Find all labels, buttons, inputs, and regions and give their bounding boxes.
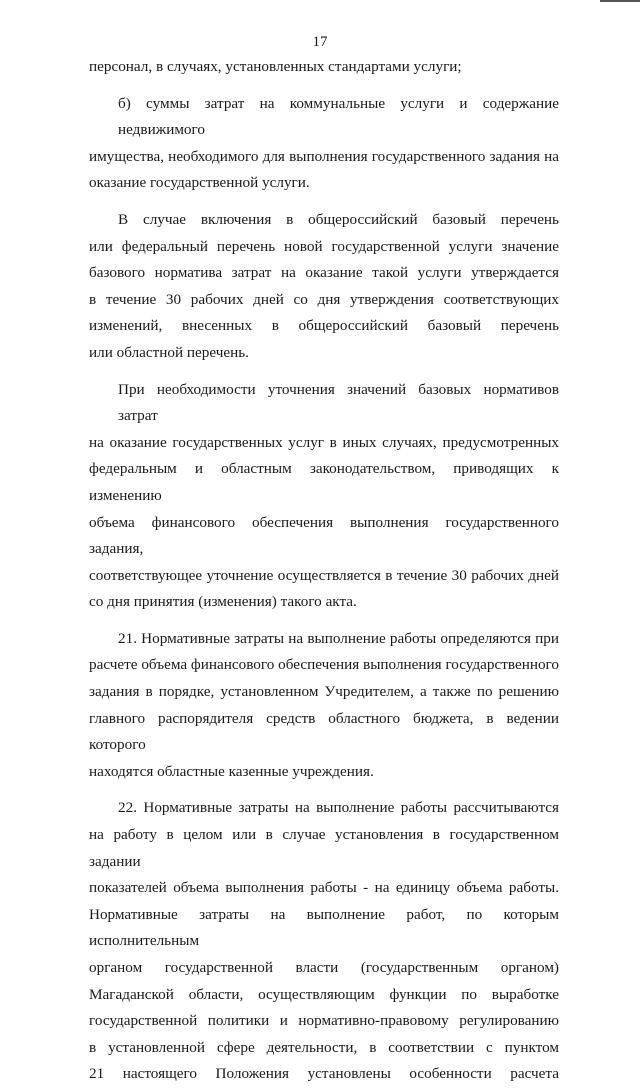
paragraph-new-service	[89, 207, 559, 367]
paragraph-refinement	[89, 377, 559, 616]
paragraph-clause-21	[89, 626, 559, 786]
text-line: со дня принятия (изменения) такого акта.	[89, 593, 357, 611]
text-line: или федеральный перечень новой государственной услуги значение	[89, 237, 559, 255]
text-line: 22. Нормативные затраты на выполнение работы рассчитываются	[118, 799, 559, 817]
text-line: 21 настоящего Положения установлены особенности расчета	[89, 1065, 559, 1083]
text-line: В случае включения в общероссийский базовый перечень	[118, 210, 559, 228]
text-line: задания в порядке, установленном Учредителем, а также по решению	[89, 683, 559, 701]
text-line: федеральным и областным законодательством, приводящих к изменению	[89, 460, 559, 504]
text-line: имущества, необходимого для выполнения государственного задания на	[89, 147, 559, 165]
text-line: находятся областные казенные учреждения.	[89, 762, 374, 780]
text-line: оказание государственной услуги.	[89, 174, 310, 192]
text-line: изменений, внесенных в общероссийский базовый перечень	[89, 317, 559, 335]
text-line: базового норматива затрат на оказание такой услуги утверждается	[89, 264, 559, 282]
text-line: персонал, в случаях, установленных стандартами услуги;	[89, 58, 462, 75]
text-line: 21. Нормативные затраты на выполнение работы определяются при	[118, 629, 559, 647]
text-line: в течение 30 рабочих дней со дня утверждения соответствующих	[89, 290, 559, 308]
text-line: главного распорядителя средств областного бюджета, в ведении которого	[89, 709, 559, 754]
text-line: расчете объема финансового обеспечения выполнения государственного	[89, 656, 559, 674]
text-line: При необходимости уточнения значений базовых нормативов затрат	[118, 380, 559, 425]
page-number: 17	[312, 34, 328, 50]
text-line: показателей объема выполнения работы - на единицу объема работы.	[89, 879, 559, 897]
text-line: на оказание государственных услуг в иных случаях, предусмотренных	[89, 433, 559, 451]
text-line: Магаданской области, осуществляющим функции по выработке	[89, 985, 559, 1003]
paragraph-continuation	[89, 54, 559, 81]
text-line: или областной перечень.	[89, 343, 249, 361]
text-line: государственной политики и нормативно-правовому регулированию	[89, 1012, 559, 1030]
paragraph-clause-22	[89, 795, 559, 1088]
document-body	[89, 54, 559, 1088]
text-line: б) суммы затрат на коммунальные услуги и содержание недвижимого	[118, 94, 559, 139]
paragraph-utilities-costs	[89, 91, 559, 197]
text-line: объема финансового обеспечения выполнения государственного задания,	[89, 513, 559, 558]
text-line: на работу в целом или в случае установления в государственном задании	[89, 826, 559, 870]
text-line: органом государственной власти (государственным органом)	[89, 959, 559, 976]
text-line: Нормативные затраты на выполнение работ, по которым исполнительным	[89, 905, 559, 950]
text-line: в установленной сфере деятельности, в соответствии с пунктом	[89, 1038, 559, 1056]
text-line: соответствующее уточнение осуществляется в течение 30 рабочих дней	[89, 566, 559, 584]
scan-edge-mark	[600, 0, 640, 2]
